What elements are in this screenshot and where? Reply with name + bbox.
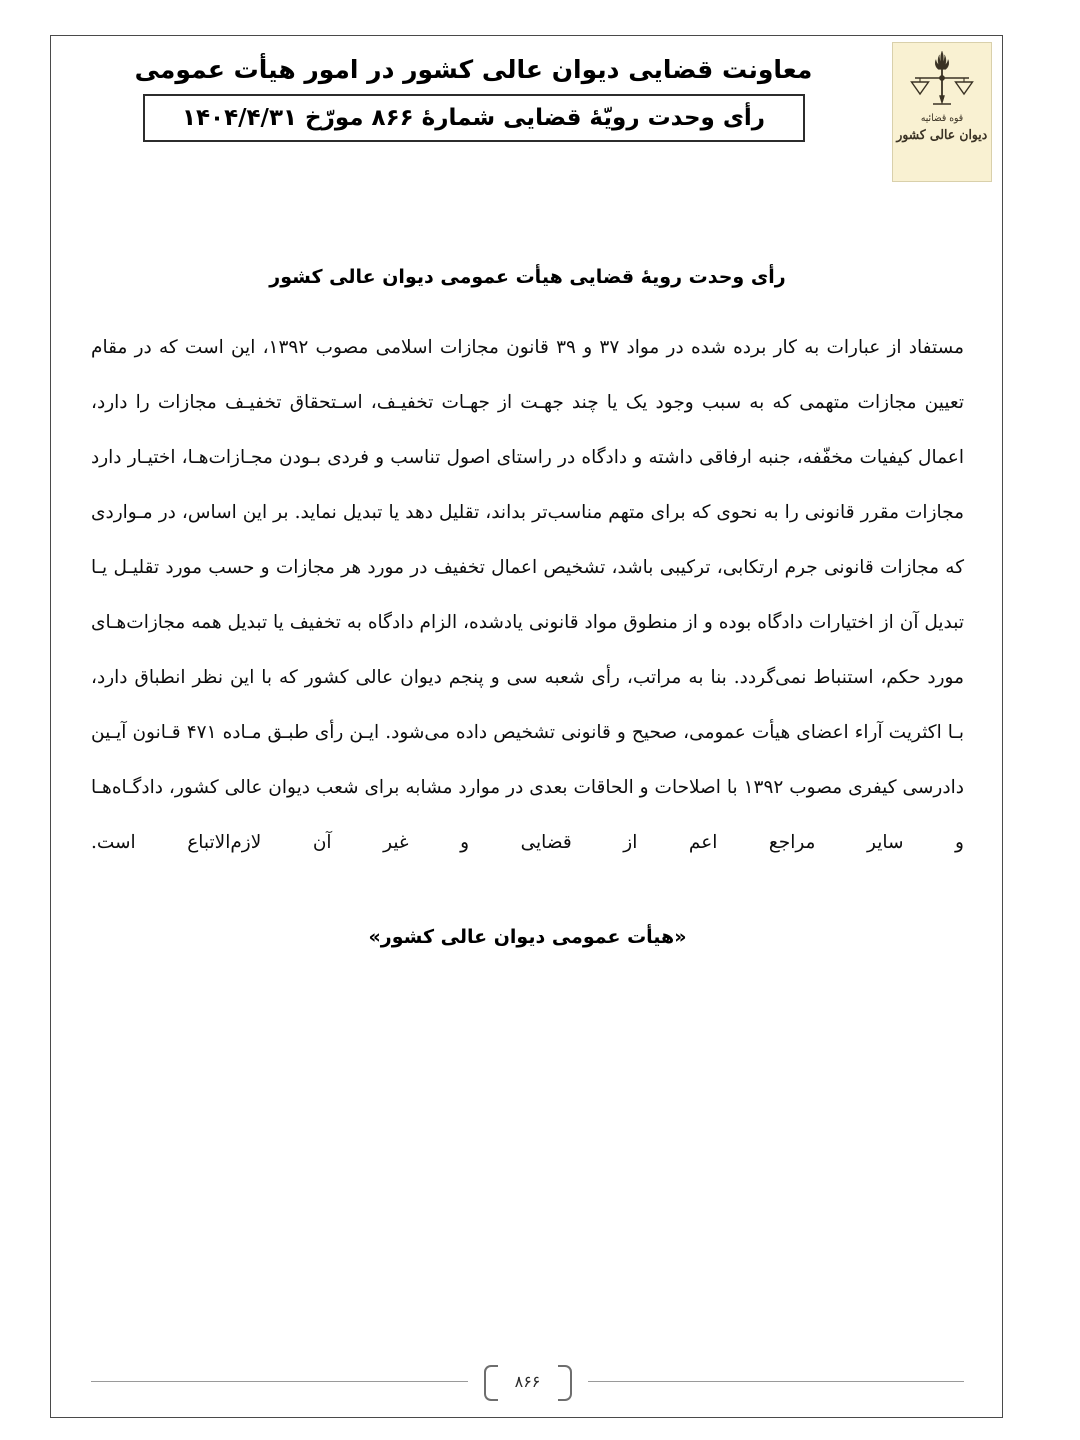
opinion-body (83, 320, 972, 870)
document-header (51, 36, 1004, 186)
brace-left-icon (484, 1365, 498, 1401)
judiciary-emblem (892, 42, 992, 182)
ruling-reference-box (143, 94, 805, 142)
page-number-ornament (468, 1361, 588, 1401)
opinion-paragraph: مستفاد از عبارات به کار برده شده در مواد ۳۷ و ۳۹ قانون مجازات اسلامی مصوب ۱۳۹۲، این است که در مقام تعیین مجازات متهمی که به سبب وجود یک یا چند جهـت از جهـات تخفیـف، اسـتحقاق تخفیـف مجازات را دارد، اعمال کیفیات مخفّفه، جنبه ارفاقی داشته و دادگاه در راستای اصول تناسب و فردی بـودن مجـازات‌هـا، اختیـار دارد مجازات مقرر قانونی را به نحوی که برای متهم مناسب‌تر بداند، تقلیل دهد یا تبدیل نماید. بر این اساس، در مـواردی که مجازات قانونی جرم ارتکابی، ترکیبی باشد، تشخیص اعمال تخفیف در مورد هر مجازات و حسب مورد تقلیـل یـا تبدیل آن از اختیارات دادگاه بوده و از منطوق مواد قانونی یادشده، الزام دادگاه به تخفیف یا تبدیل همه مجازات‌هـای مورد حکم، استنباط نمی‌گردد. بنا به مراتب، رأی شعبه سی و پنجم دیوان عالی کشور که با این نظر انطباق دارد، بـا اکثریت آراء اعضای هیأت عمومی، صحیح و قانونی تشخیص داده می‌شود. ایـن رأی طبـق مـاده ۴۷۱ قـانون آیـین دادرسی کیفری مصوب ۱۳۹۲ با اصلاحات و الحاقات بعدی در موارد مشابه برای شعب دیوان عالی کشور، دادگـاه‌هـا و سایر مراجع اعم از قضایی و غیر آن لازم‌الاتباع است. (91, 337, 965, 853)
emblem-caption-supreme-court: دیوان عالی کشور (896, 127, 988, 143)
page-title: معاونت قضایی دیوان عالی کشور در امور هیأت عمومی (134, 55, 813, 84)
signature-line: «هیأت عمومی دیوان عالی کشور» (368, 926, 687, 948)
footer-rule-right (588, 1381, 965, 1382)
emblem-caption-judiciary: قوه قضائیه (920, 113, 964, 124)
document-content (51, 186, 1004, 948)
document-footer (51, 1361, 1004, 1401)
section-heading: رأی وحدت رویۀ قضایی هیأت عمومی دیوان عالی کشور (269, 266, 786, 288)
ruling-reference-text: رأی وحدت رویّۀ قضایی شمارۀ ۸۶۶ مورّخ ۱۴۰۴/۴/۳۱ (181, 104, 766, 131)
page-number: ۸۶۶ (514, 1371, 541, 1391)
brace-right-icon (558, 1365, 572, 1401)
header-title-block (61, 54, 886, 142)
footer-rule-left (91, 1381, 468, 1382)
scales-of-justice-icon (909, 49, 975, 111)
document-page (50, 35, 1003, 1418)
